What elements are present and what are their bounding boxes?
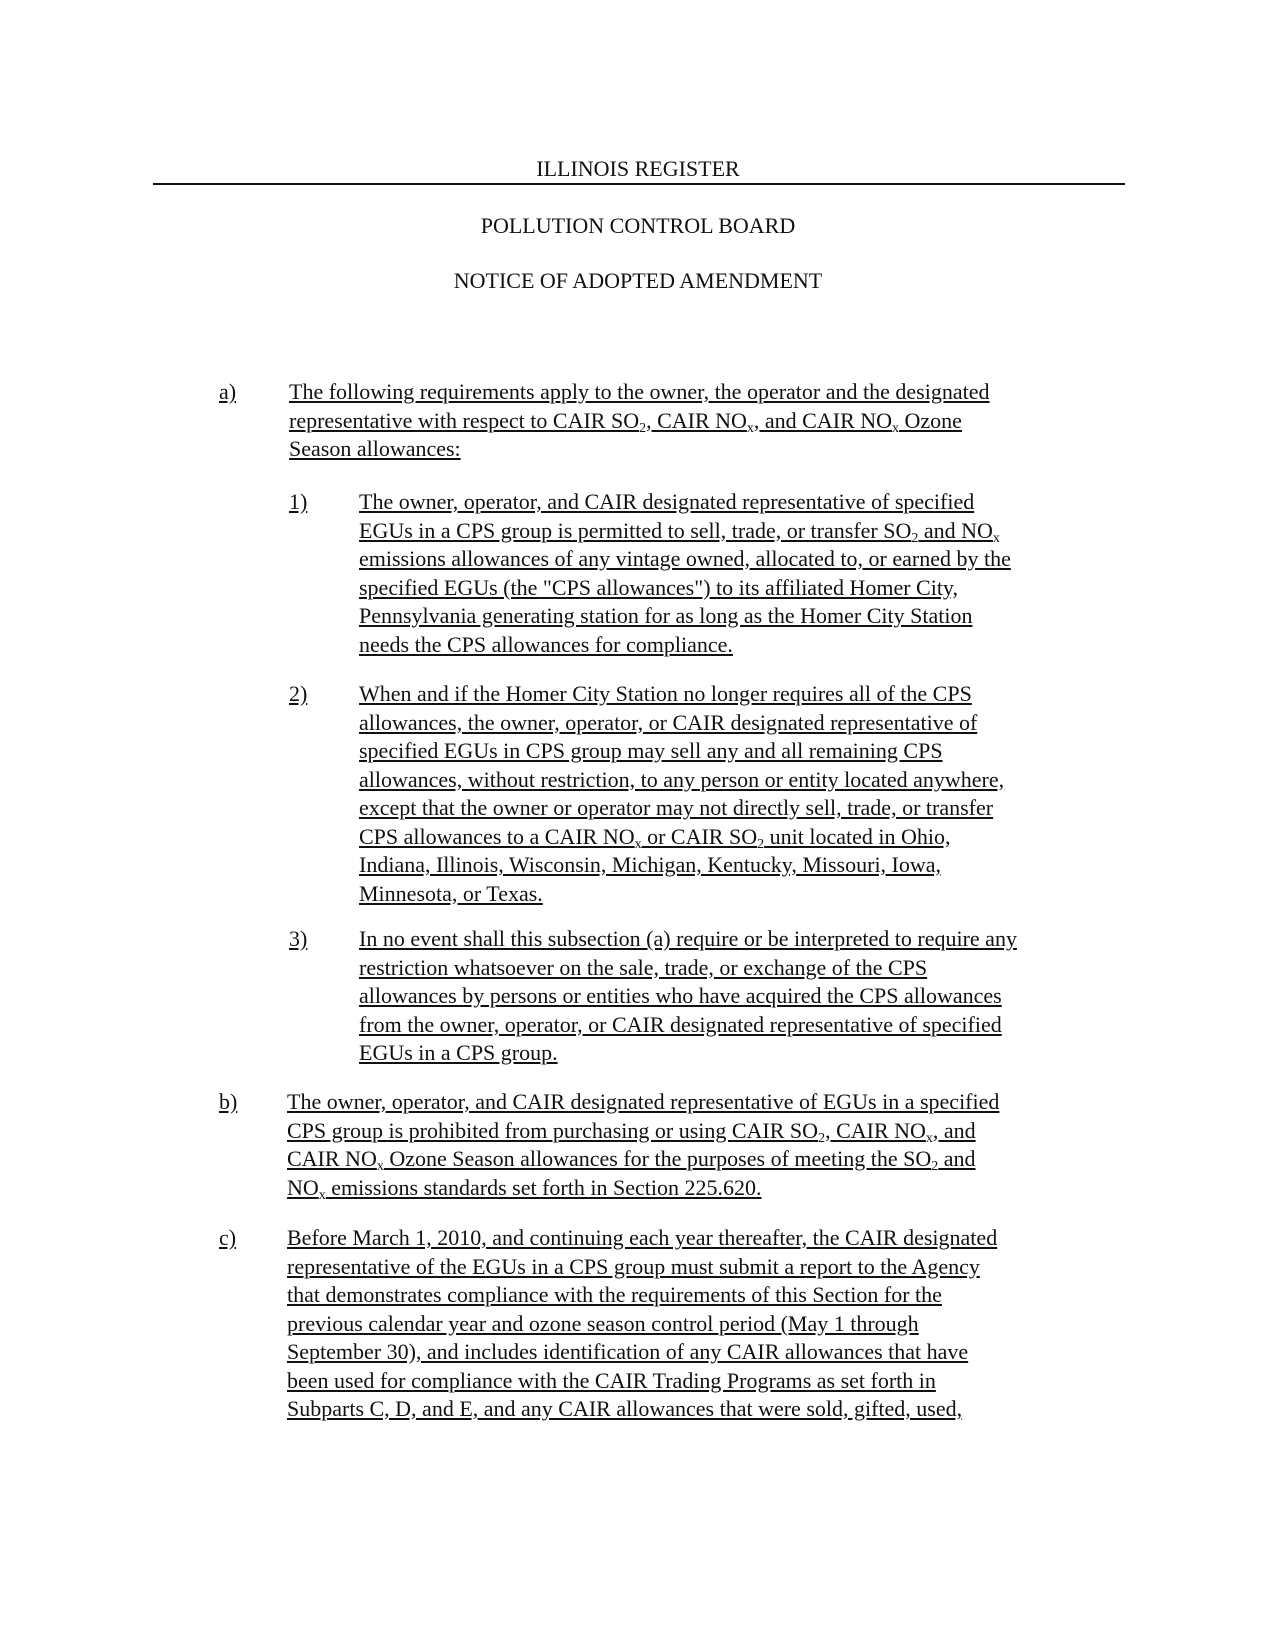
text-line: CAIR $NO_x$ Ozone Season allowances for the purposes of meeting the $SO_2$ and (287, 1146, 976, 1174)
agency-title: POLLUTION CONTROL BOARD (480, 213, 796, 238)
section-a-3-text (359, 925, 1017, 1068)
section-a-1-text (359, 488, 1011, 659)
text-line: that demonstrates compliance with the requirements of this Section for the (287, 1282, 942, 1307)
text-line: In no event shall this subsection (a) require or be interpreted to require any (359, 926, 1017, 951)
text-line: Season allowances: (289, 436, 461, 461)
section-a-text (289, 378, 989, 464)
text-line: allowances by persons or entities who have acquired the CPS allowances (359, 983, 1002, 1008)
text-line: allowances, without restriction, to any person or entity located anywhere, (359, 766, 1005, 792)
text-line: CPS allowances to a CAIR $NO_x$ or CAIR $SO_2$ unit located in Ohio, (359, 823, 951, 852)
text-line: The following requirements apply to the owner, the operator and the designated (289, 379, 990, 404)
text-line: except that the owner or operator may not directly sell, trade, or transfer (359, 795, 994, 820)
text-line: specified EGUs (the "CPS allowances") to its affiliated Homer City, (359, 574, 959, 600)
text-line: Minnesota, or Texas. (359, 880, 543, 906)
text-line: restriction whatsoever on the sale, trade, or exchange of the CPS (359, 954, 928, 980)
text-line: The owner, operator, and CAIR designated representative of specified (359, 489, 975, 514)
section-a-2-text (359, 680, 1004, 908)
register-title: ILLINOIS REGISTER (536, 156, 740, 181)
text-line: representative of the EGUs in a CPS group must submit a report to the Agency (287, 1253, 980, 1279)
text-line: previous calendar year and ozone season control period (May 1 through (287, 1310, 919, 1336)
text-line: September 30), and includes identification of any CAIR allowances that have (287, 1339, 969, 1364)
text-line: needs the CPS allowances for compliance. (359, 631, 733, 657)
text-line: been used for compliance with the CAIR Trading Programs as set forth in (287, 1367, 936, 1393)
text-line: emissions allowances of any vintage owned, allocated to, or earned by the (359, 546, 1011, 571)
section-c-text (287, 1224, 997, 1424)
text-line: The owner, operator, and CAIR designated representative of EGUs in a specified (287, 1089, 1000, 1114)
text-line: allowances, the owner, operator, or CAIR designated representative of (359, 709, 978, 735)
text-line: Pennsylvania generating station for as long as the Homer City Station (359, 603, 973, 628)
section-b-marker: b) (219, 1089, 238, 1114)
text-line: $NO_x$ emissions standards set forth in Section 225.620. (287, 1174, 762, 1203)
section-a-1-marker: 1) (289, 489, 308, 514)
text-line: specified EGUs in CPS group may sell any and all remaining CPS (359, 738, 943, 763)
text-line: Subparts C, D, and E, and any CAIR allowances that were sold, gifted, used, (287, 1396, 963, 1421)
text-line: When and if the Homer City Station no longer requires all of the CPS (359, 681, 972, 706)
header-rule (153, 183, 1125, 185)
section-a-2-marker: 2) (289, 681, 308, 706)
text-line: representative with respect to CAIR $SO_2$, CAIR $NO_x$, and CAIR $NO_x$ Ozone (289, 407, 962, 436)
text-line: CPS group is prohibited from purchasing or using CAIR $SO_2$, CAIR $NO_x$, and (287, 1117, 976, 1146)
section-a-3-marker: 3) (289, 926, 308, 951)
notice-title: NOTICE OF ADOPTED AMENDMENT (453, 268, 823, 293)
text-line: EGUs in a CPS group. (359, 1040, 558, 1065)
text-line: from the owner, operator, or CAIR designated representative of specified (359, 1011, 1002, 1037)
text-line: Indiana, Illinois, Wisconsin, Michigan, Kentucky, Missouri, Iowa, (359, 852, 942, 877)
text-line: Before March 1, 2010, and continuing each year thereafter, the CAIR designated (287, 1225, 998, 1250)
section-a-marker: a) (219, 379, 237, 404)
section-c-marker: c) (219, 1225, 237, 1250)
section-b-text (287, 1088, 999, 1202)
text-line: EGUs in a CPS group is permitted to sell, trade, or transfer $SO_2$ and $NO_x$ (359, 517, 1000, 546)
